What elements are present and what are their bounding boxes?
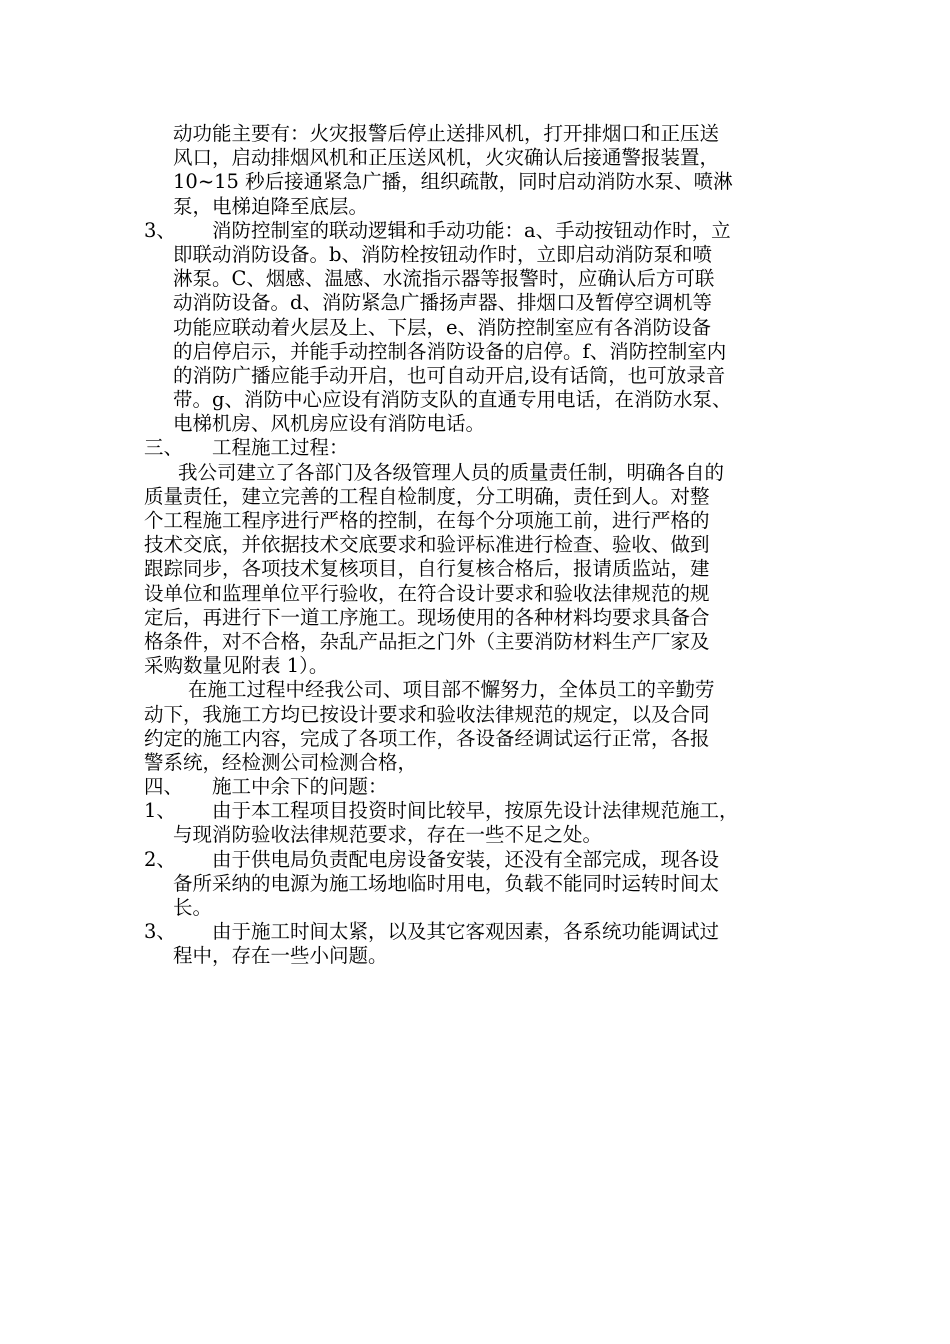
text-line: 警系统，经检测公司检测合格， bbox=[144, 750, 418, 774]
list-item-first-line bbox=[144, 219, 812, 243]
text-line: 即联动消防设备。b、消防栓按钮动作时，立即启动消防泵和喷 bbox=[173, 242, 712, 266]
text-line: 格条件，对不合格，杂乱产品拒之门外（主要消防材料生产厂家及 bbox=[144, 629, 710, 653]
text-line: 长。 bbox=[173, 896, 213, 919]
text-line: 设单位和监理单位平行验收，在符合设计要求和验收法律规范的规 bbox=[144, 581, 710, 605]
section2-continuation bbox=[144, 122, 812, 219]
issue-item-3 bbox=[144, 920, 812, 968]
list-number: 3、 bbox=[144, 920, 176, 944]
text-line: 淋泵。C、烟感、温感、水流指示器等报警时，应确认后方可联 bbox=[173, 267, 715, 291]
section-heading-4 bbox=[144, 775, 812, 799]
text-line: 电梯机房、风机房应设有消防电话。 bbox=[173, 412, 486, 436]
text-line: 技术交底，并依据技术交底要求和验评标准进行检查、验收、做到 bbox=[144, 533, 710, 557]
text-line: 定后，再进行下一道工序施工。现场使用的各种材料均要求具备合 bbox=[144, 605, 710, 629]
document-body bbox=[144, 122, 812, 969]
section-number: 四、 bbox=[144, 775, 184, 799]
text-line: 带。g、消防中心应设有消防支队的直通专用电话，在消防水泵、 bbox=[173, 388, 732, 412]
text-line: 泵，电梯迫降至底层。 bbox=[173, 194, 369, 218]
list-item-first-line bbox=[144, 848, 812, 872]
text-line: 的消防广播应能手动开启，也可自动开启,设有话筒，也可放录音 bbox=[173, 363, 726, 387]
issue-item-2 bbox=[144, 848, 812, 921]
section-title: 工程施工过程： bbox=[212, 436, 349, 460]
text-line: 动功能主要有：火灾报警后停止送排风机，打开排烟口和正压送 bbox=[173, 122, 720, 145]
list-item-first-line bbox=[144, 799, 812, 823]
text-line: 个工程施工程序进行严格的控制，在每个分项施工前，进行严格的 bbox=[144, 509, 710, 532]
issue-item-1 bbox=[144, 799, 812, 847]
text-line: 消防控制室的联动逻辑和手动功能：a、手动按钮动作时，立 bbox=[212, 218, 731, 242]
text-line: 由于本工程项目投资时间比较早，按原先设计法律规范施工， bbox=[212, 799, 739, 823]
text-line: 与现消防验收法律规范要求，存在一些不足之处。 bbox=[173, 823, 603, 847]
text-line: 跟踪同步，各项技术复核项目，自行复核合格后，报请质监站，建 bbox=[144, 557, 710, 581]
list-item-3 bbox=[144, 219, 812, 437]
list-number: 1、 bbox=[144, 799, 176, 823]
text-line: 动消防设备。d、消防紧急广播扬声器、排烟口及暂停空调机等 bbox=[173, 291, 712, 315]
paragraph-quality bbox=[144, 461, 812, 679]
section-title: 施工中余下的问题： bbox=[212, 775, 388, 799]
text-line: 的启停启示，并能手动控制各消防设备的启停。f、消防控制室内 bbox=[173, 339, 727, 363]
text-line: 10~15 秒后接通紧急广播，组织疏散，同时启动消防水泵、喷淋 bbox=[173, 170, 733, 194]
list-number: 3、 bbox=[144, 218, 176, 242]
text-line: 程中，存在一些小问题。 bbox=[173, 944, 388, 968]
text-line: 在施工过程中经我公司、项目部不懈努力，全体员工的辛勤劳 bbox=[188, 678, 715, 702]
list-number: 2、 bbox=[144, 847, 176, 871]
section-heading-3 bbox=[144, 436, 812, 460]
text-line: 由于供电局负责配电房设备安装，还没有全部完成，现各设 bbox=[212, 847, 720, 871]
paragraph-completion bbox=[144, 678, 812, 775]
list-item-first-line bbox=[144, 920, 812, 944]
text-line: 风口，启动排烟风机和正压送风机，火灾确认后接通警报装置， bbox=[173, 146, 720, 170]
text-line: 质量责任，建立完善的工程自检制度，分工明确，责任到人。对整 bbox=[144, 484, 710, 508]
text-line: 动下，我施工方均已按设计要求和验收法律规范的规定，以及合同 bbox=[144, 702, 710, 726]
text-line: 功能应联动着火层及上、下层，e、消防控制室应有各消防设备 bbox=[173, 315, 712, 339]
text-line: 由于施工时间太紧，以及其它客观因素，各系统功能调试过 bbox=[212, 920, 720, 944]
text-line: 约定的施工内容，完成了各项工作，各设备经调试运行正常，各报 bbox=[144, 726, 710, 750]
text-line: 备所采纳的电源为施工场地临时用电，负载不能同时运转时间太 bbox=[173, 871, 720, 895]
text-line: 我公司建立了各部门及各级管理人员的质量责任制，明确各自的 bbox=[178, 460, 725, 484]
section-number: 三、 bbox=[144, 436, 184, 460]
text-line: 采购数量见附表 1）。 bbox=[144, 654, 329, 678]
